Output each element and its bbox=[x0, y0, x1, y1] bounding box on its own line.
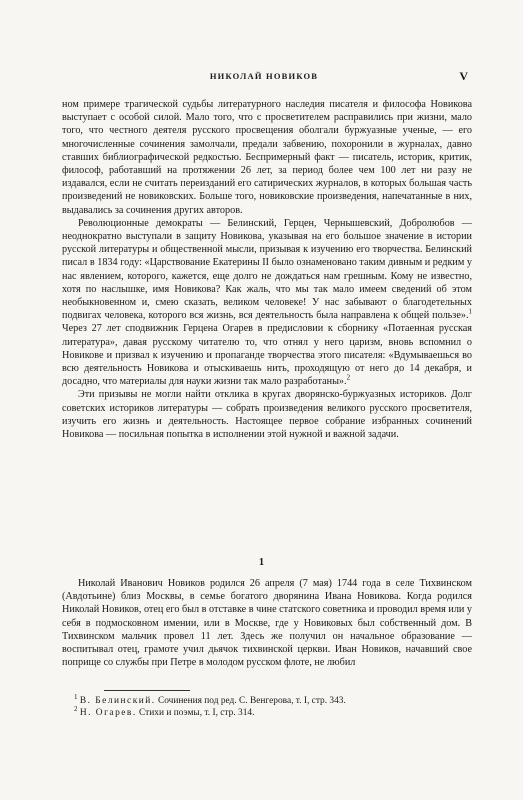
footnote-1-text: Сочинения под ред. С. Венгерова, т. I, стр. 343. bbox=[155, 696, 346, 706]
section-number: 1 bbox=[258, 557, 265, 568]
footnote-2-author: Н. Огарев. bbox=[79, 708, 137, 719]
footnote-1-mark: 1 bbox=[74, 692, 78, 701]
intro-text-block bbox=[62, 98, 472, 441]
paragraph-2-part-2: Через 27 лет сподвижник Герцена Огарев в предисловии к сборнику «Потаенная русская литература», давая русскому читателю то, что отнял у него царизм, вновь вспомнил о Новикове и призвал к изучению и пропаганде творчества этого писателя: «Вдумываешься во всю деятельность Новикова и отыскиваешь нить, проходящую от него до 14 декабря, и досадно, что материалы для науки жизни так мало разработаны». bbox=[62, 323, 472, 388]
footnote-2-text: Стихи и поэмы, т. I, стр. 314. bbox=[136, 708, 255, 719]
footnote-divider bbox=[104, 690, 190, 691]
footnote-1 bbox=[62, 692, 472, 707]
page-header bbox=[60, 70, 468, 84]
footnote-ref-2: 2 bbox=[346, 373, 351, 382]
paragraph-2-part-1: Революционные демократы — Белинский, Герцен, Чернышевский, Добролюбов — неоднократно выступали в защиту Новикова, указывая на его большое значение в истории русской литературы и общественной мысли, призывая к изучению его творчества. Белинский писал в 1834 году: «Царствование Екатерины II было ознаменовано таким дивным и редким у нас явлением, которого, кажется, еще долго не дождаться нам грешным. Кому не известно, хотя по наслышке, имя Новикова? Как жаль, что мы так мало имеем сведений об этом необыкновенном и, смею сказать, великом человеке! У нас забывают о благодетельных подвигах человека, которого вся жизнь, вся деятельность была направлена к общей пользе». bbox=[62, 217, 472, 322]
footnote-2-mark: 2 bbox=[74, 705, 78, 714]
paragraph-3: Эти призывы не могли найти отклика в кругах дворянско-буржуазных историков. Долг советских историков литературы — собрать произведения великого русского просветителя, изучить его жизнь и деятельность. Настоящее первое собрание избранных сочинений Новикова — посильная попытка в исполнении этой нужной и важной задачи. bbox=[62, 389, 472, 441]
footnotes bbox=[62, 692, 472, 719]
footnote-ref-1: 1 bbox=[468, 307, 472, 316]
section-text-block bbox=[62, 577, 472, 669]
paragraph-2 bbox=[62, 217, 472, 389]
paragraph-4: Николай Иванович Новиков родился 26 апреля (7 мая) 1744 года в селе Тихвинском (Авдотьине) близ Москвы, в семье богатого дворянина Ивана Новикова. Когда родился Николай Новиков, отец его был в отставке в чине статского советника и проводил время или у себя в подмосковном имении, или в Москве, где у Новиковых был собственный дом. В Тихвинском мальчик провел 11 лет. Здесь же получил он начальное образование — воспитывал отец, грамоте учил дьячок тихвинской церкви. Иван Новиков, начавший свое поприще со службы при Петре в молодом русском флоте, не любил bbox=[62, 578, 472, 669]
paragraph-1: ном примере трагической судьбы литературного наследия писателя и философа Новикова выступает с особой силой. Мало того, что с просветителем расправились при жизни, мало того, что честного деятеля русского просвещения оболгали буржуазные ученые, — его многочисленные сочинения замолчали, предали забвению, похоронили в журналах, давно ставших библиографической редкостью. Беспримерный факт — писатель, историк, критик, философ, работавший на протяжении 26 лет, за период более чем 100 лет ни разу не издавался, если не считать переизданий его сатирических журналов, в которых большая часть произведений не новиковских. Больше того, новиковские произведения, напечатанные в них, выдавались за сочинения других авторов. bbox=[62, 99, 472, 216]
footnote-2 bbox=[62, 707, 472, 719]
footnote-1-author: В. Белинский. bbox=[79, 696, 156, 706]
page-number: V bbox=[459, 69, 468, 83]
running-title: НИКОЛАЙ НОВИКОВ bbox=[209, 71, 319, 81]
